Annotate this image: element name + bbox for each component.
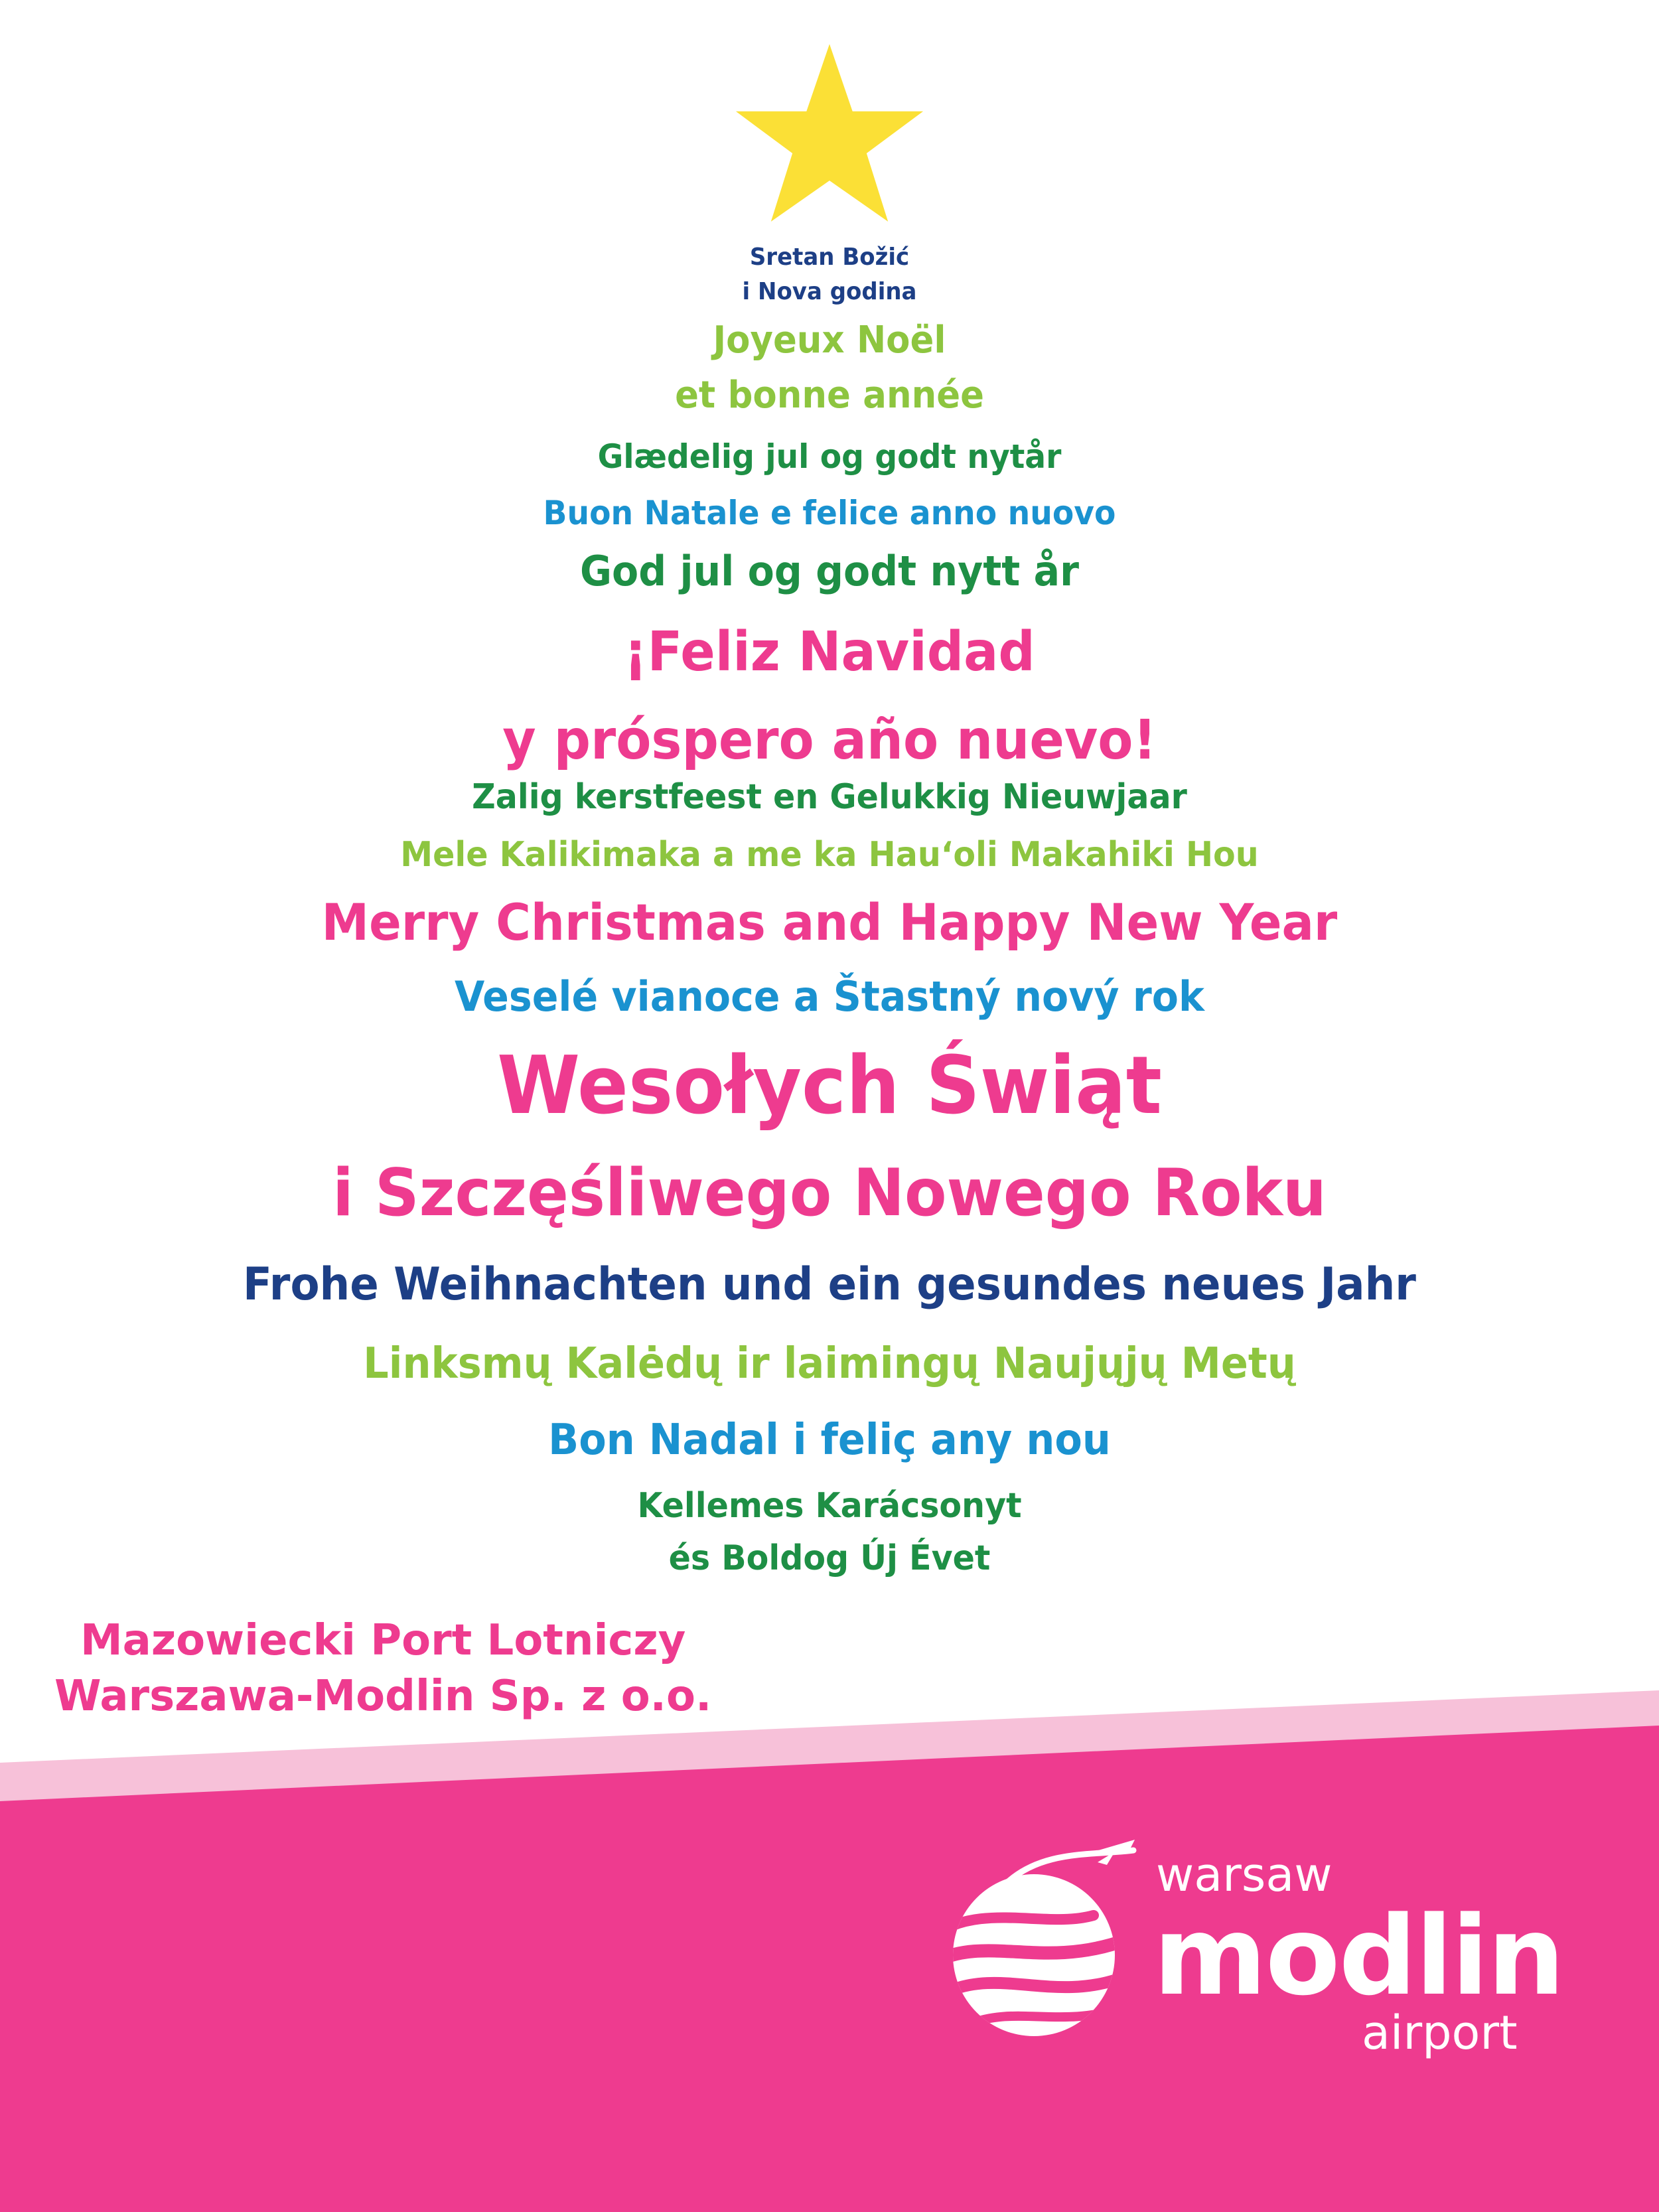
greeting-catalan: Bon Nadal i feliç any nou [548, 1416, 1111, 1465]
logo-warsaw-text: warsaw [1156, 1848, 1333, 1902]
greeting-slovak: Veselé vianoce a Štastný nový rok [455, 972, 1204, 1021]
greeting-polish-line1: Wesołych Świąt [497, 1040, 1162, 1132]
greeting-spanish-line2: y próspero año nuevo! [502, 709, 1157, 772]
greeting-norwegian: God jul og godt nytt år [579, 547, 1080, 595]
greeting-spanish-line1: ¡Feliz Navidad [624, 621, 1035, 684]
greeting-french-line2: et bonne année [675, 374, 984, 417]
company-name-line2: Warszawa-Modlin Sp. z o.o. [54, 1672, 712, 1721]
greeting-german: Frohe Weihnachten und ein gesundes neues Jahr [243, 1258, 1416, 1311]
greeting-polish-line2: i Szczęśliwego Nowego Roku [332, 1155, 1327, 1231]
company-name-line1: Mazowiecki Port Lotniczy [80, 1616, 686, 1665]
greeting-croatian-line1: Sretan Božić [749, 244, 910, 271]
greeting-dutch: Zalig kerstfeest en Gelukkig Nieuwjaar [472, 777, 1187, 817]
greeting-english: Merry Christmas and Happy New Year [321, 893, 1338, 952]
greeting-italian: Buon Natale e felice anno nuovo [543, 494, 1116, 532]
greeting-croatian-line2: i Nova godina [742, 278, 917, 305]
logo-modlin-text: modlin [1153, 1893, 1564, 2020]
greeting-danish: Glædelig jul og godt nytår [597, 437, 1062, 476]
modlin-globe-plane-logo [941, 1836, 1140, 2041]
logo-airport-text: airport [1362, 2006, 1518, 2060]
greeting-french-line1: Joyeux Noël [713, 319, 946, 362]
greeting-lithuanian: Linksmų Kalėdų ir laimingų Naujųjų Metų [363, 1339, 1296, 1388]
greeting-hungarian-line2: és Boldog Új Évet [668, 1538, 991, 1578]
greeting-hungarian-line1: Kellemes Karácsonyt [637, 1486, 1022, 1526]
star-icon [732, 44, 927, 230]
greeting-hawaiian: Mele Kalikimaka a me ka Hauʻoli Makahiki Hou [400, 835, 1259, 875]
